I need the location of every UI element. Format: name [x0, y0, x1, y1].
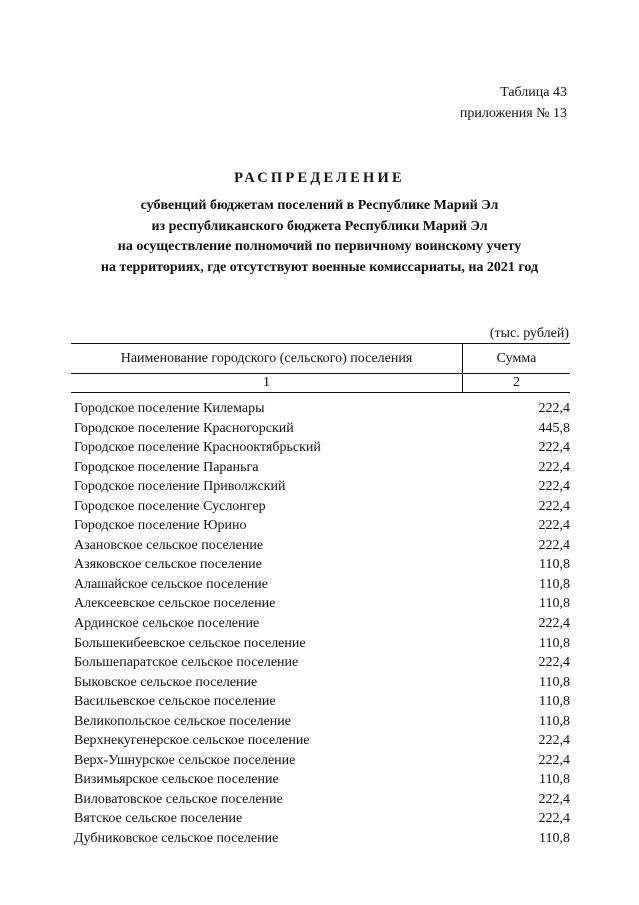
table-header	[71, 343, 570, 393]
settlement-name: Алашайское сельское поселение	[74, 576, 268, 592]
table-row	[74, 809, 570, 829]
subtitle-line: на территориях, где отсутствуют военные комиссариаты, на 2021 год	[100, 259, 539, 275]
settlement-name: Городское поселение Красногорский	[74, 420, 294, 436]
amount-value: 222,4	[538, 479, 570, 495]
amount-value: 110,8	[539, 674, 570, 690]
table-row	[74, 458, 570, 478]
settlement-name: Верхнекугенерское сельское поселение	[74, 733, 310, 749]
amount-value: 222,4	[538, 459, 570, 475]
amount-value: 222,4	[538, 791, 570, 807]
settlement-name: Азановское сельское поселение	[74, 537, 264, 553]
amount-value: 110,8	[539, 713, 570, 729]
column-number-2: 2	[463, 374, 571, 393]
table-row	[74, 516, 570, 536]
settlement-name: Азяковское сельское поселение	[74, 557, 262, 573]
table-row	[74, 653, 570, 673]
document-title: РАСПРЕДЕЛЕНИЕ	[234, 170, 405, 186]
amount-value: 222,4	[538, 498, 570, 514]
table-row	[74, 673, 570, 693]
column-header-name: Наименование городского (сельского) поселения	[71, 344, 463, 374]
settlement-name: Городское поселение Килемары	[74, 401, 265, 416]
appendix-number: приложения № 13	[459, 106, 567, 121]
document-reference	[460, 82, 567, 124]
settlement-name: Дубниковское сельское поселение	[74, 831, 279, 847]
table-row	[74, 751, 570, 771]
table-row	[74, 536, 570, 556]
settlement-name: Вятское сельское поселение	[74, 811, 243, 827]
table-row	[74, 497, 570, 517]
table-row	[74, 790, 570, 810]
document-subtitle	[0, 196, 639, 278]
column-number-1: 1	[71, 374, 463, 393]
table-row	[74, 634, 570, 654]
settlement-name: Верх-Ушнурское сельское поселение	[74, 752, 296, 768]
table-row	[74, 712, 570, 732]
table-body	[74, 399, 570, 849]
table-row	[74, 731, 570, 751]
settlement-name: Великопольское сельское поселение	[74, 713, 291, 729]
table-row	[74, 438, 570, 458]
table-row	[74, 594, 570, 614]
settlement-name: Васильевское сельское поселение	[74, 694, 276, 710]
column-header-amount: Сумма	[463, 344, 571, 374]
amount-value: 222,4	[538, 752, 570, 768]
subtitle-line: субвенций бюджетам поселений в Республике Марий Эл	[140, 198, 499, 213]
amount-value: 222,4	[538, 518, 570, 534]
table-row	[74, 555, 570, 575]
settlement-name: Городское поселение Суслонгер	[74, 498, 266, 514]
amount-value: 222,4	[538, 401, 570, 416]
table-row	[74, 419, 570, 439]
amount-value: 222,4	[538, 733, 570, 749]
settlement-name: Виловатовское сельское поселение	[74, 791, 283, 807]
table-row	[74, 575, 570, 595]
amount-value: 110,8	[539, 596, 570, 612]
settlement-name: Городское поселение Юрино	[74, 518, 247, 534]
subtitle-line: на осуществление полномочий по первичному воинскому учету	[117, 239, 522, 254]
subtitle-line: из республиканского бюджета Республики Марий Эл	[151, 218, 488, 234]
settlement-name: Городское поселение Приволжский	[74, 479, 286, 495]
amount-value: 222,4	[538, 655, 570, 671]
settlement-name: Большекибеевское сельское поселение	[74, 635, 306, 651]
table-row	[74, 770, 570, 790]
amount-value: 110,8	[539, 831, 570, 847]
units-label: (тыс. рублей)	[489, 326, 569, 341]
amount-value: 110,8	[539, 557, 570, 573]
settlement-name: Ардинское сельское поселение	[74, 616, 260, 632]
settlement-name: Большепаратское сельское поселение	[74, 655, 299, 671]
table-row	[74, 692, 570, 712]
table-row	[74, 477, 570, 497]
settlement-name: Визимьярское сельское поселение	[74, 772, 279, 788]
table-row	[74, 399, 570, 419]
settlement-name: Алексеевское сельское поселение	[74, 596, 276, 612]
amount-value: 222,4	[538, 811, 570, 827]
amount-value: 110,8	[539, 772, 570, 788]
amount-value: 110,8	[539, 694, 570, 710]
table-row	[74, 829, 570, 849]
amount-value: 110,8	[539, 635, 570, 651]
amount-value: 222,4	[538, 537, 570, 553]
table-number: Таблица 43	[500, 85, 567, 100]
amount-value: 222,4	[538, 440, 570, 456]
settlement-name: Городское поселение Краснооктябрьский	[74, 440, 321, 456]
amount-value: 110,8	[539, 576, 570, 592]
table-row	[74, 614, 570, 634]
settlement-name: Быковское сельское поселение	[74, 674, 258, 690]
settlement-name: Городское поселение Параньга	[74, 459, 259, 475]
amount-value: 222,4	[538, 616, 570, 632]
amount-value: 445,8	[538, 420, 570, 436]
